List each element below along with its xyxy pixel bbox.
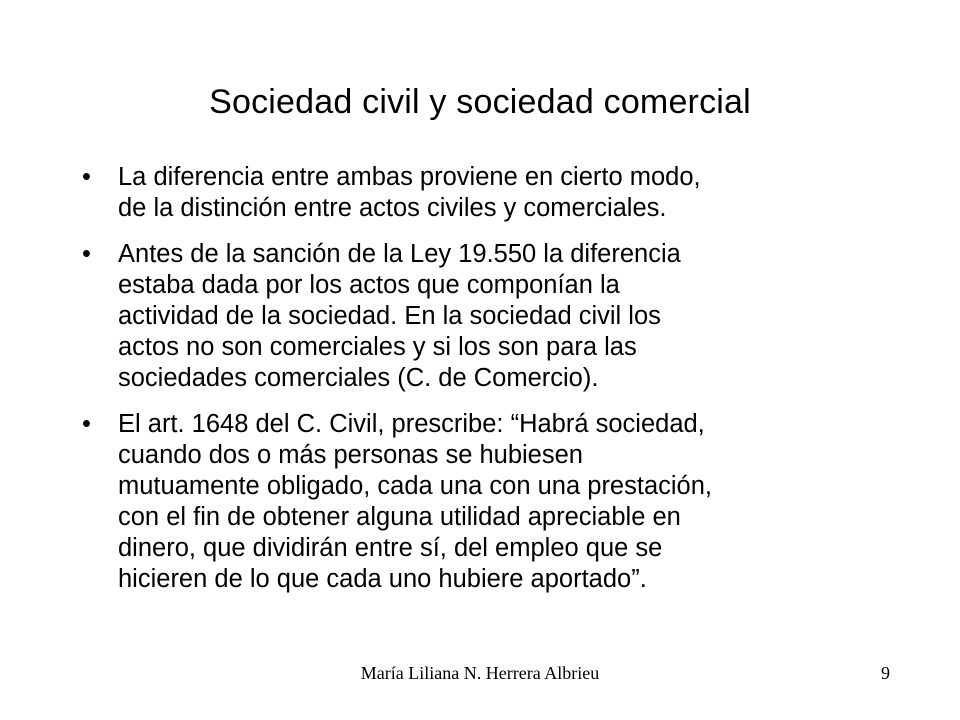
bullet-line: de la distinción entre actos civiles y comerciales. xyxy=(118,194,667,222)
bullet-line: con el fin de obtener alguna utilidad apreciable en xyxy=(118,503,681,531)
bullet-line: Antes de la sanción de la Ley 19.550 la diferencia xyxy=(118,240,681,268)
bullet-line: mutuamente obligado, cada una con una prestación, xyxy=(118,472,712,500)
bullet-marker: • xyxy=(82,163,91,191)
bullet-line: El art. 1648 del C. Civil, prescribe: “Habrá sociedad, xyxy=(118,410,705,438)
footer-author: María Liliana N. Herrera Albrieu xyxy=(360,663,600,683)
bullet-line: La diferencia entre ambas proviene en cierto modo, xyxy=(118,163,701,191)
bullet-item-3 xyxy=(82,409,882,595)
bullet-line: actos no son comerciales y si los son para las xyxy=(118,333,637,361)
bullet-marker: • xyxy=(82,240,91,268)
bullet-line: sociedades comerciales (C. de Comercio). xyxy=(118,364,599,392)
bullet-line: cuando dos o más personas se hubiesen xyxy=(118,441,583,469)
bullet-item-1 xyxy=(82,162,882,224)
bullet-line: dinero, que dividirán entre sí, del empleo que se xyxy=(118,534,663,562)
page-number: 9 xyxy=(881,663,890,683)
bullet-line: estaba dada por los actos que componían la xyxy=(118,271,620,299)
bullet-item-2 xyxy=(82,239,882,394)
slide-title: Sociedad civil y sociedad comercial xyxy=(209,83,751,121)
bullet-line: hicieren de lo que cada uno hubiere aportado”. xyxy=(118,565,647,593)
bullet-marker: • xyxy=(82,410,91,438)
bullet-list xyxy=(82,162,882,610)
bullet-line: actividad de la sociedad. En la sociedad civil los xyxy=(118,302,661,330)
